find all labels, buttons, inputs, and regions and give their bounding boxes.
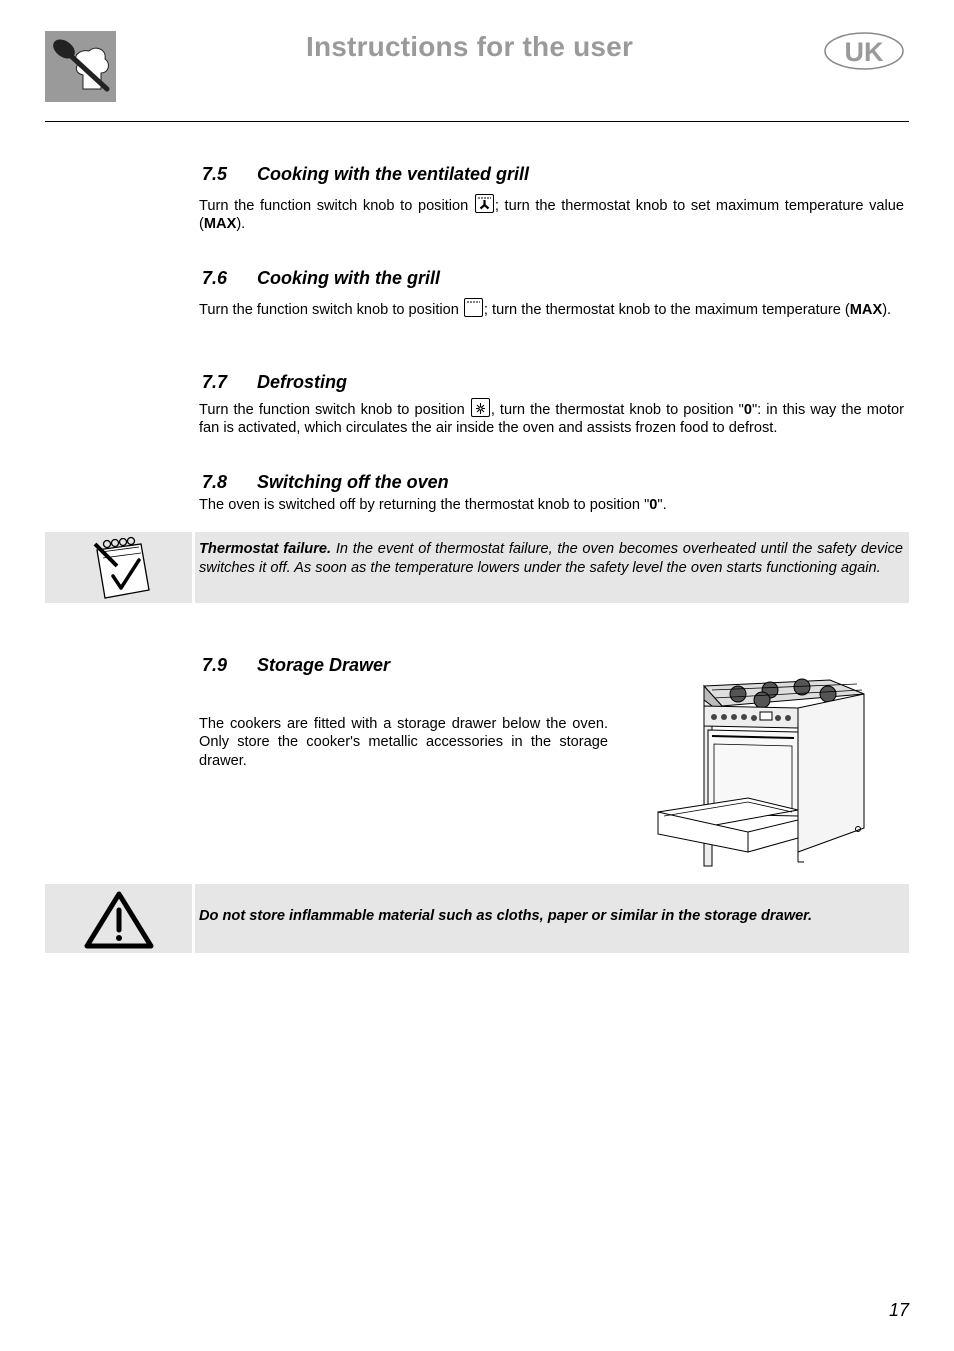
header-divider <box>45 121 909 122</box>
bold-value: MAX <box>203 216 237 233</box>
section-title: Cooking with the grill <box>257 268 440 288</box>
note-text <box>199 540 903 577</box>
section-heading-7-6 <box>199 268 440 289</box>
section-title: Cooking with the ventilated grill <box>257 164 530 184</box>
section-paragraph-7-8 <box>199 496 904 514</box>
language-badge-label: UK <box>844 37 884 67</box>
paragraph-text: ; turn the thermostat knob to the maximum temperature ( <box>483 302 850 318</box>
chef-logo <box>45 31 116 102</box>
section-heading-7-9 <box>199 655 390 676</box>
section-title: Switching off the oven <box>257 472 449 492</box>
section-heading-7-8 <box>199 472 449 493</box>
section-paragraph-7-7 <box>199 398 904 438</box>
paragraph-text: Turn the function switch knob to position <box>199 402 470 418</box>
paragraph-text: ". <box>657 497 667 513</box>
note-icon-cell <box>45 532 192 603</box>
section-title: Defrosting <box>257 372 347 392</box>
note-body: In the event of thermostat failure, the oven becomes overheated until the safety device switches it off. As soon as the temperature lowers under the safety level the oven starts functioning again. <box>199 541 903 576</box>
fan-grill-icon <box>475 194 494 213</box>
paragraph-text: Turn the function switch knob to position <box>199 302 463 318</box>
note-bold-lead: Thermostat failure. <box>199 541 332 557</box>
page-title: Instructions for the user <box>306 31 634 62</box>
paragraph-text: Turn the function switch knob to position <box>199 198 474 214</box>
page-number: 17 <box>888 1300 909 1320</box>
section-number: 7.8 <box>202 472 228 492</box>
note-box <box>45 532 909 603</box>
warning-text: Do not store inflammable material such as cloths, paper or similar in the storage drawer. <box>199 908 813 924</box>
bold-value: 0 <box>743 402 752 418</box>
section-number: 7.7 <box>202 372 228 392</box>
warning-icon-cell <box>45 884 192 953</box>
warning-box <box>45 884 909 953</box>
note-separator <box>192 532 195 603</box>
storage-paragraph: The cookers are fitted with a storage drawer below the oven. Only store the cooker's metallic accessories in the storage drawer. <box>199 716 608 769</box>
bold-value: 0 <box>649 497 658 513</box>
grill-icon <box>464 298 483 317</box>
warning-triangle-icon <box>45 884 192 953</box>
section-heading-7-5 <box>199 164 529 185</box>
paragraph-text: ; turn the thermostat knob to set maximum temperature value ( <box>199 198 904 233</box>
bold-value: MAX <box>849 302 883 318</box>
cooker-with-open-drawer-illustration <box>652 676 866 872</box>
section-paragraph-7-5 <box>199 194 904 234</box>
section-heading-7-7 <box>199 372 347 393</box>
notepad-check-icon <box>45 532 192 603</box>
spoon-chef-hat-icon <box>45 31 116 102</box>
warning-separator <box>192 884 195 953</box>
paragraph-text: The oven is switched off by returning the thermostat knob to position " <box>199 497 650 513</box>
section-title: Storage Drawer <box>257 655 391 675</box>
defrost-icon <box>471 398 490 417</box>
section-number: 7.5 <box>202 164 228 184</box>
paragraph-text: ). <box>882 302 892 318</box>
paragraph-text: , turn the thermostat knob to position " <box>490 402 744 418</box>
language-badge <box>824 31 904 71</box>
section-number: 7.9 <box>202 655 228 675</box>
paragraph-text: ). <box>236 216 246 233</box>
section-paragraph-7-6 <box>199 298 904 319</box>
paragraph-text: ": in this way the motor fan is activated, which circulates the air inside the oven and assists frozen food to defrost. <box>199 402 904 437</box>
section-number: 7.6 <box>202 268 228 288</box>
